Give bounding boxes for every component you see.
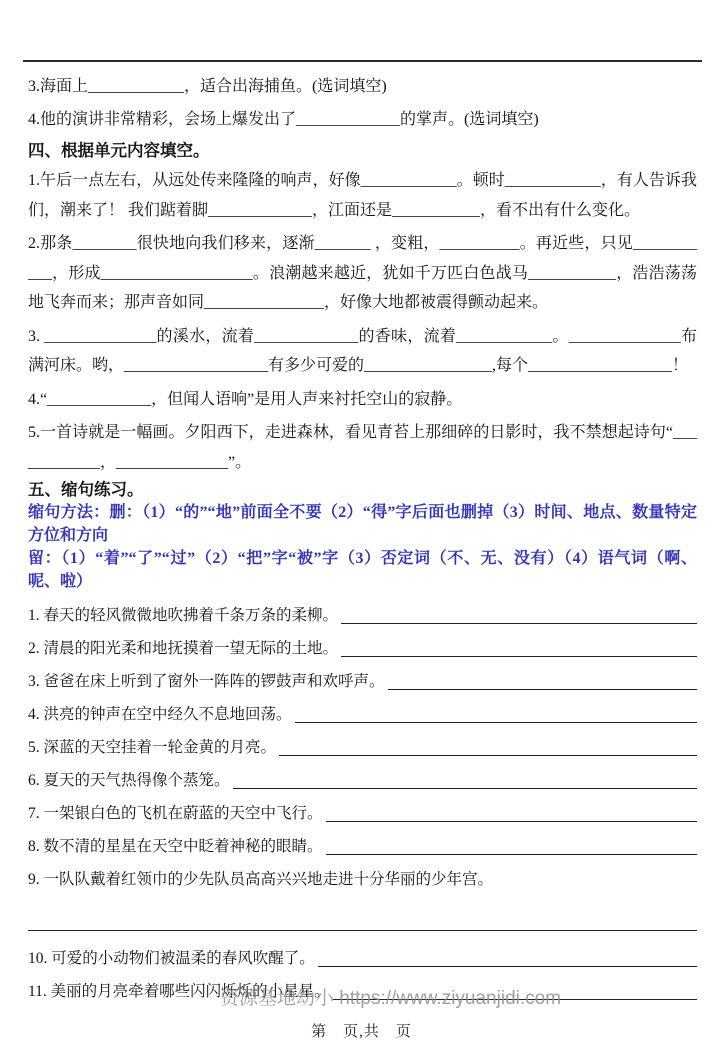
- sentence-text: 2. 清晨的阳光柔和地抚摸着一望无际的土地。: [28, 640, 339, 657]
- answer-blank-line-item-9[interactable]: [28, 910, 697, 931]
- sentence-item-4: [28, 705, 697, 725]
- sentence-item-5: [28, 738, 697, 758]
- question-3: 3.海面上____________，适合出海捕鱼。(选词填空): [28, 78, 387, 95]
- sentence-item-8: [28, 837, 697, 857]
- header-divider: [23, 60, 702, 62]
- sentence-item-6: [28, 771, 697, 791]
- sentence-item-11: [28, 982, 697, 1002]
- page-number-footer: 第 页,共 页: [311, 1024, 412, 1040]
- sentence-item-2: [28, 639, 697, 659]
- section5-method-keep: 留：（1）“着”“了”“过”（2）“把”字“被”字（3）否定词（不、无、没有）（4）语气词（啊、呢、啦）: [28, 550, 697, 590]
- sentence-list: [28, 606, 697, 1002]
- answer-blank-line[interactable]: [326, 854, 697, 855]
- answer-blank-line[interactable]: [333, 999, 697, 1000]
- answer-blank-line[interactable]: [341, 623, 697, 624]
- sentence-item-3: [28, 672, 697, 692]
- sentence-text: 6. 夏天的天气热得像个蒸笼。: [28, 772, 230, 789]
- section5-heading: 五、缩句练习。: [28, 480, 144, 499]
- sentence-item-1: [28, 606, 697, 626]
- worksheet-content: [28, 64, 697, 1002]
- answer-blank-line[interactable]: [233, 788, 697, 789]
- sentence-text: 8. 数不清的星星在天空中眨着神秘的眼睛。: [28, 838, 323, 855]
- answer-blank-line[interactable]: [279, 755, 697, 756]
- site-watermark: 资源基地幼小 https://www.ziyuanjidi.com: [220, 988, 562, 1009]
- sentence-item-9: [28, 870, 697, 890]
- section4-item-4: 4.“_____________，但闻人语响”是用人声来衬托空山的寂静。: [28, 390, 463, 408]
- section4-heading: 四、根据单元内容填空。: [28, 141, 210, 160]
- question-4: 4.他的演讲非常精彩，会场上爆发出了_____________的掌声。(选词填空): [28, 111, 539, 128]
- sentence-text: 11. 美丽的月亮牵着哪些闪闪烁烁的小星星。: [28, 983, 330, 1000]
- answer-blank-line[interactable]: [388, 689, 697, 690]
- section4-item-5: 5.一首诗就是一幅画。夕阳西下，走进森林，看见青苔上那细碎的日影时，我不禁想起诗句“____________，______________”。: [28, 424, 697, 471]
- section4-item-2: 2.那条________很快地向我们移来，逐渐_______ ，变粗，__________。再近些，只见___________，形成___________________。浪潮越来越近，犹如千万匹白色战马___________，浩浩荡荡地飞奔而来；那声音如同_______________，好像大地都被震得颤动起来。: [28, 235, 697, 311]
- sentence-text: 5. 深蓝的天空挂着一轮金黄的月亮。: [28, 739, 277, 756]
- section4-item-1: 1.午后一点左右，从远处传来隆隆的响声，好像____________。顿时____________，有人告诉我们，潮来了！ 我们踮着脚_____________，江面还是___________，看不出有什么变化。: [28, 172, 697, 219]
- sentence-text: 1. 春天的轻风微微地吹拂着千条万条的柔柳。: [28, 607, 339, 624]
- answer-blank-line[interactable]: [326, 821, 697, 822]
- answer-blank-line[interactable]: [341, 656, 697, 657]
- sentence-text: 10. 可爱的小动物们被温柔的春风吹醒了。: [28, 950, 315, 967]
- sentence-item-10: [28, 949, 697, 969]
- sentence-text: 4. 洪亮的钟声在空中经久不息地回荡。: [28, 706, 292, 723]
- sentence-text: 9. 一队队戴着红领巾的少先队员高高兴兴地走进十分华丽的少年宫。: [28, 871, 494, 888]
- sentence-text: 3. 爸爸在床上听到了窗外一阵阵的锣鼓声和欢呼声。: [28, 673, 385, 690]
- answer-blank-line[interactable]: [295, 722, 697, 723]
- sentence-item-7: [28, 804, 697, 824]
- section4-item-3: 3. ______________的溪水，流着_____________的香味，流着____________。______________布满河床。哟，__________________有多少可爱的________________,每个__________________！: [28, 327, 697, 374]
- sentence-text: 7. 一架银白色的飞机在蔚蓝的天空中飞行。: [28, 805, 323, 822]
- section5-method-delete: 缩句方法：删：（1）“的”“地”前面全不要（2）“得”字后面也删掉（3）时间、地点、数量特定方位和方向: [28, 504, 697, 544]
- answer-blank-line[interactable]: [318, 966, 697, 967]
